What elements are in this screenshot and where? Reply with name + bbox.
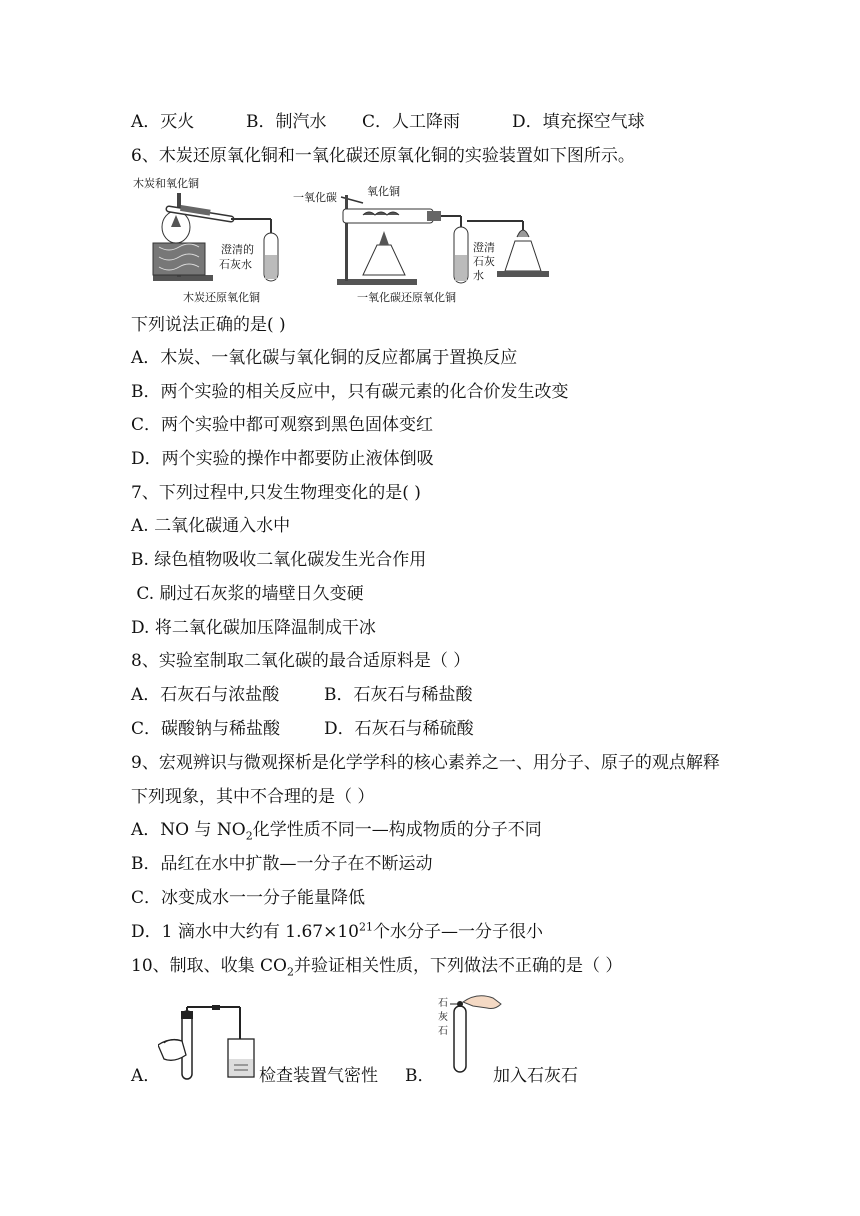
q6-option-c: C．两个实验中都可观察到黑色固体变红 xyxy=(131,415,434,435)
q5-option-d: D．填充探空气球 xyxy=(512,112,645,132)
q9-option-b: B．品红在水中扩散—一分子在不断运动 xyxy=(131,854,433,874)
q10-option-b-letter: B． xyxy=(405,1066,435,1086)
q6-option-d: D．两个实验的操作中都要防止液体倒吸 xyxy=(131,449,434,469)
q5-option-b: B．制汽水 xyxy=(246,112,327,132)
q9-option-c: C．冰变成水一一分子能量降低 xyxy=(131,888,366,908)
q10-option-a xyxy=(131,1066,578,1086)
q7-option-d: D. 将二氧化碳加压降温制成干冰 xyxy=(131,618,376,638)
q5-option-c: C．人工降雨 xyxy=(362,112,461,132)
q9-option-d-pre: D．1 滴水中大约有 1.67×10 xyxy=(131,922,359,942)
q8-option-d: D．石灰石与稀硫酸 xyxy=(324,719,474,739)
q6-right-tube-label-2: 石灰 xyxy=(473,255,495,268)
q8-option-c: C．碳酸钠与稀盐酸 xyxy=(131,719,281,739)
q10-option-a-letter: A． xyxy=(131,1066,161,1086)
q10-option-a-text: 检查装置气密性 xyxy=(259,1066,378,1086)
q9-stem-line-1: 9、宏观辨识与微观探析是化学学科的核心素养之一、用分子、原子的观点解释 xyxy=(131,753,720,773)
q10-stem-pre: 10、制取、收集 CO xyxy=(131,956,287,976)
q7-option-c: C. 刷过石灰浆的墙壁日久变硬 xyxy=(131,584,364,604)
q6-question: 下列说法正确的是( ) xyxy=(131,315,286,335)
q6-right-tube-label-1: 澄清 xyxy=(473,241,495,254)
q8-options-row-2 xyxy=(131,719,474,739)
q7-option-a: A. 二氧化碳通入水中 xyxy=(131,516,291,536)
q7-stem: 7、下列过程中,只发生物理变化的是( ) xyxy=(131,483,421,503)
q9-option-a xyxy=(131,820,542,843)
q6-left-title: 木炭和氧化铜 xyxy=(133,177,199,190)
q6-stem: 6、木炭还原氧化铜和一氧化碳还原氧化铜的实验装置如下图所示。 xyxy=(131,146,635,166)
q10-option-b-text: 加入石灰石 xyxy=(493,1066,578,1086)
q9-option-d-sup: 21 xyxy=(358,920,373,934)
q9-stem-line-2: 下列现象，其中不合理的是（ ） xyxy=(131,787,375,807)
q10-option-b-fig-label-3: 石 xyxy=(438,1026,448,1037)
q6-right-caption: 一氧化碳还原氧化铜 xyxy=(357,291,456,304)
q9-option-d xyxy=(131,922,543,942)
q6-apparatus-figure xyxy=(131,175,551,307)
q7-option-b: B. 绿色植物吸收二氧化碳发生光合作用 xyxy=(131,550,427,570)
q6-left-caption: 木炭还原氧化铜 xyxy=(183,291,260,304)
q5-option-a: A．灭火 xyxy=(131,112,195,132)
q10-option-b-fig-label-2: 灰 xyxy=(438,1012,448,1023)
q6-option-a: A．木炭、一氧化碳与氧化铜的反应都属于置换反应 xyxy=(131,348,518,368)
q10-stem-post: 并验证相关性质，下列做法不正确的是（ ） xyxy=(293,956,623,976)
q8-options-row-1 xyxy=(131,685,473,705)
q6-option-b: B．两个实验的相关反应中，只有碳元素的化合价发生改变 xyxy=(131,382,569,402)
q6-left-tube-label-1: 澄清的 xyxy=(221,243,254,256)
q9-option-d-post: 个水分子—一分子很小 xyxy=(372,922,543,942)
q10-stem-sub: 2 xyxy=(286,965,294,979)
q10-stem xyxy=(131,956,623,979)
q9-option-a-post: 化学性质不同一—构成物质的分子不同 xyxy=(252,820,542,840)
q6-co-label: 一氧化碳 xyxy=(293,191,337,204)
q6-cuo-label: 氧化铜 xyxy=(367,185,400,198)
q8-stem: 8、实验室制取二氧化碳的最合适原料是（ ） xyxy=(131,651,471,671)
q6-left-tube-label-2: 石灰水 xyxy=(219,258,252,271)
q8-option-a: A．石灰石与浓盐酸 xyxy=(131,685,280,705)
q6-right-tube-label-3: 水 xyxy=(473,269,484,282)
q5-options xyxy=(131,112,645,132)
q10-option-b-fig-label-1: 石 xyxy=(438,998,448,1009)
q10-option-b-figure xyxy=(436,994,506,1078)
q9-option-a-pre: A．NO 与 NO xyxy=(131,820,246,840)
q8-option-b: B．石灰石与稀盐酸 xyxy=(324,685,473,705)
q9-option-a-sub: 2 xyxy=(245,829,253,843)
